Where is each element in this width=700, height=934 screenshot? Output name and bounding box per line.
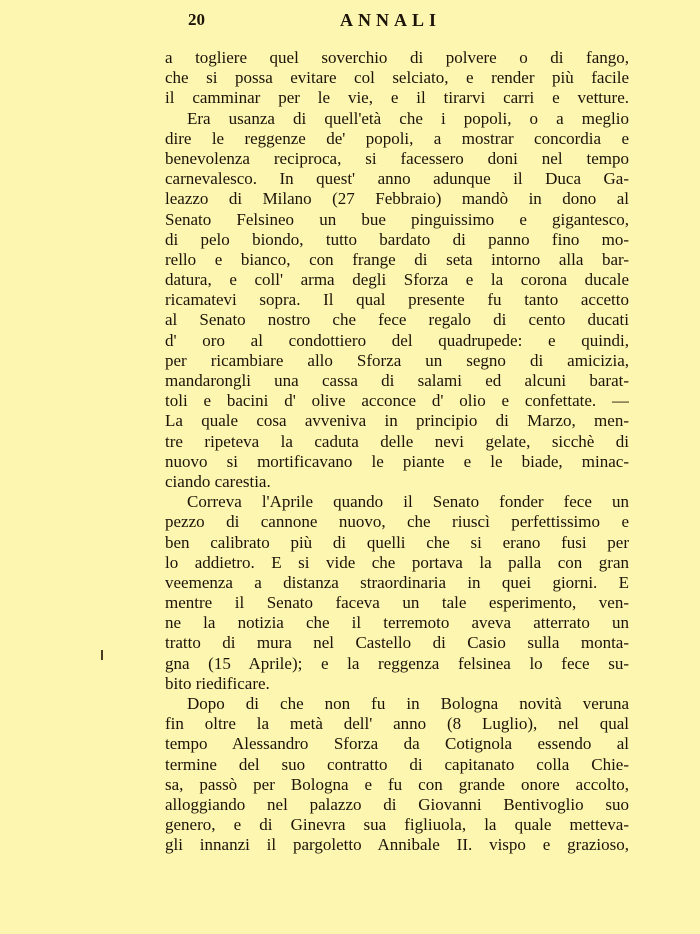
text-line: tempo Alessandro Sforza da Cotignola essendo al	[165, 734, 629, 754]
text-line: mandarongli una cassa di salami ed alcuni barat-	[165, 371, 629, 390]
text-line: dire le reggenze de' popoli, a mostrar concordia e	[165, 128, 629, 148]
text-line: al Senato nostro che fece regalo di cento ducati	[165, 310, 629, 330]
text-line: gna (15 Aprile); e la reggenza felsinea lo fece su-	[165, 653, 629, 673]
text-line: datura, e coll' arma degli Sforza e la corona ducale	[165, 270, 629, 290]
text-line: d' oro al condottiero del quadrupede: e quindi,	[165, 330, 629, 350]
text-line: fin oltre la metà dell' anno (8 Luglio), nel qual	[165, 714, 629, 734]
text-line: Senato Felsineo un bue pinguissimo e gigantesco,	[165, 209, 629, 229]
running-title: ANNALI	[340, 10, 442, 30]
text-line: rello e bianco, con frange di seta intorno alla bar-	[165, 249, 629, 269]
text-line: lo addietro. E si vide che portava la palla con gran	[165, 552, 629, 572]
text-line: nuovo si mortificavano le piante e le biade, minac-	[165, 451, 629, 471]
body-text	[165, 48, 629, 856]
text-line: bito riedificare.	[165, 673, 270, 693]
text-line: termine del suo contratto di capitanato colla Chie-	[165, 754, 629, 774]
text-line: Era usanza di quell'età che i popoli, o a meglio	[187, 108, 629, 128]
text-line: genero, e di Ginevra sua figliuola, la quale metteva-	[165, 815, 629, 835]
text-line: ciando carestia.	[165, 471, 271, 491]
text-line: veemenza a distanza straordinaria in quei giorni. E	[165, 572, 629, 592]
page-number: 20	[188, 10, 205, 29]
text-line: benevolenza reciproca, si facessero doni nel tempo	[165, 148, 629, 168]
text-line: alloggiando nel palazzo di Giovanni Bentivoglio suo	[165, 794, 629, 814]
text-line: tratto di mura nel Castello di Casio sulla monta-	[165, 633, 629, 653]
page-header	[188, 10, 628, 34]
text-line: per ricambiare allo Sforza un segno di amicizia,	[165, 350, 629, 370]
text-line: di pelo biondo, tutto bardato di panno fino mo-	[165, 229, 629, 249]
text-line: pezzo di cannone nuovo, che riuscì perfettissimo e	[165, 512, 629, 532]
text-line: a togliere quel soverchio di polvere o di fango,	[165, 48, 629, 67]
text-line: mentre il Senato faceva un tale esperimento, ven-	[165, 593, 629, 613]
text-line: Dopo di che non fu in Bologna novità veruna	[187, 694, 629, 713]
text-line: ricamatevi sopra. Il qual presente fu tanto accetto	[165, 290, 629, 310]
text-line: toli e bacini d' olive acconce d' olio e confettate. —	[165, 391, 629, 411]
text-line: il camminar per le vie, e il tirarvi carri e vetture.	[165, 88, 629, 108]
text-line: ne la notizia che il terremoto aveva atterrato un	[165, 613, 629, 633]
text-line: Correva l'Aprile quando il Senato fonder fece un	[187, 492, 629, 512]
text-line: ben calibrato più di quelli che si erano fusi per	[165, 532, 629, 552]
text-line: carnevalesco. In quest' anno adunque il Duca Ga-	[165, 169, 629, 189]
text-line: La quale cosa avveniva in principio di Marzo, men-	[165, 411, 629, 431]
text-line: tre ripeteva la caduta delle nevi gelate, sicchè di	[165, 431, 629, 451]
margin-mark	[101, 650, 103, 660]
text-line: gli innanzi il pargoletto Annibale II. vispo e grazioso,	[165, 835, 629, 855]
text-line: che si possa evitare col selciato, e render più facile	[165, 68, 629, 88]
text-line: leazzo di Milano (27 Febbraio) mandò in dono al	[165, 189, 629, 209]
text-line: sa, passò per Bologna e fu con grande onore accolto,	[165, 774, 629, 794]
